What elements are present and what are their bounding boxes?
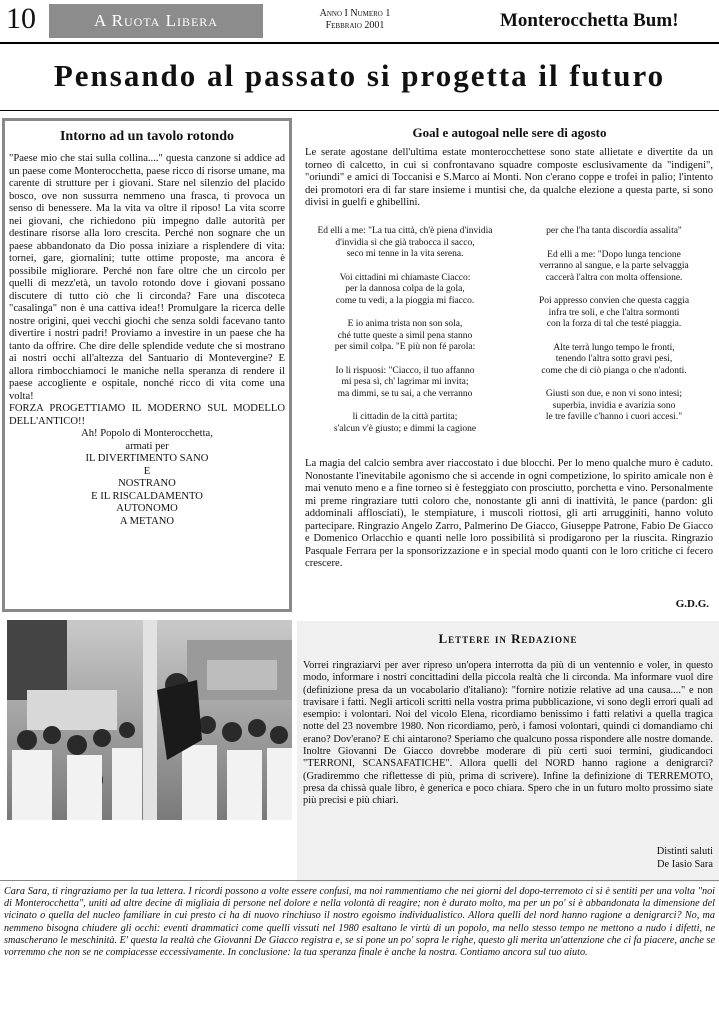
- poem-line: Ed elli a me: "La tua città, ch'è piena d'invidia: [317, 226, 493, 236]
- poem-line: come che di ciò pianga o che n'adonti.: [541, 365, 687, 376]
- closing-line: E: [143, 465, 151, 477]
- letters-title: Lettere in Redazione: [438, 631, 578, 646]
- reply-rule: [0, 880, 719, 881]
- left-article-closing: [9, 428, 285, 528]
- poem-stanza: [510, 296, 718, 331]
- left-article-title: Intorno ad un tavolo rotondo: [59, 129, 234, 144]
- goal-article-title: Goal e autogoal nelle sere di agosto: [412, 125, 607, 140]
- poem-line: seco mi tenne in la vita serena.: [346, 249, 464, 259]
- letter-signature: De Iasio Sara: [657, 859, 713, 870]
- goal-article-intro: Le serate agostane dell'ultima estate monterocchettese sono state allietate e divertite da un torneo di calcetto, in cui si confrontavano squadre composte esclusivamente da "indigeni", "oriundi" e amici di Toccanisi e S.Marco ai Monti. Non c'erano coppe e trofei in palio; l'intento dei promotori era di far stare insieme i muntisi che, da qualche elezione a questa parte, si sono divisi in guelfi e ghibellini.: [305, 147, 713, 208]
- poem-line: ché tutte queste a simil pena stanno: [337, 330, 473, 341]
- poem-line: Io li rispuosi: "Ciacco, il tuo affanno: [335, 365, 475, 376]
- closing-line: A METANO: [119, 515, 175, 527]
- closing-line: IL DIVERTIMENTO SANO: [85, 453, 209, 464]
- poem-line: Giusti son due, e non vi sono intesi;: [545, 389, 683, 399]
- poem-line: come tu vedi, a la pioggia mi fiacco.: [335, 295, 475, 306]
- poem-stanza: [305, 273, 505, 308]
- issue-date: Febbraio 2001: [325, 20, 385, 31]
- poem-line: Ed elli a me: "Dopo lunga tencione: [547, 249, 681, 260]
- poem-line: con la forza di tal che testé piaggia.: [546, 319, 682, 329]
- poem-stanza: [510, 389, 718, 424]
- poem-line: Alte terrà lungo tempo le fronti,: [553, 342, 675, 353]
- poem-stanza: [305, 412, 505, 435]
- poem-line: E io anima trista non son sola,: [347, 319, 463, 329]
- goal-article-body: La magia del calcio sembra aver riaccostato i due blocchi. Per lo meno qualche muro è caduto. Nonostante l'inevitabile agonismo che si accende in ogni competizione, lo spirito amicale non è mai venuto meno e a fine torneo si è festeggiato con prosciutto, porchetta e vino. Personalmente mi preme ringraziare tutti coloro che, nonostante gli anni di inattività, le pance (pardon: gli addominali afflosciati), le stempiature, i muscoli riottosi, gli arti arrugginiti, hanno voluto partecipare. Ringrazio Angelo Zarro, Palmerino De Giacco, Giuseppe Patrone, Fabio De Giacco e Domenico Orlacchio e quanti nelle loro possibilità si prodigarono per la riuscita. Ringrazio Pasquale Ferrara per la sponsorizzazione e in special modo quanti con le loro critiche ci fecero crescere.: [305, 458, 713, 569]
- poem-stanza: [305, 319, 505, 354]
- newspaper-name: Monterocchetta Bum!: [500, 10, 679, 31]
- goal-article-signature: G.D.G.: [675, 598, 709, 610]
- closing-line: AUTONOMO: [116, 503, 178, 514]
- poem-line: ma dimmi, se tu sai, a che verranno: [337, 388, 473, 399]
- poem-line: caccerà l'altra con molta offensione.: [545, 272, 683, 283]
- section-label: A Ruota Libera: [49, 4, 263, 38]
- left-article-caps: FORZA PROGETTIAMO IL MODERNO SUL MODELLO DELL'ANTICO!!: [9, 403, 285, 427]
- header-rule: [0, 42, 719, 44]
- poem-line: verranno al sangue, e la parte selvaggia: [539, 261, 689, 271]
- letter-closing: Distinti saluti: [656, 846, 713, 857]
- photo-image: [7, 620, 292, 820]
- poem-line: infra tre soli, e che l'altra sormonti: [548, 307, 680, 318]
- poem-line: per simil colpa. "E più non fé parola:: [334, 342, 476, 352]
- issue-info: [300, 8, 410, 32]
- poem-line: per la dannosa colpa de la gola,: [345, 284, 465, 294]
- issue-number: Anno I Numero 1: [319, 8, 391, 19]
- poem-line: superbia, invidia e avarizia sono: [552, 400, 676, 411]
- poem-stanza: [305, 366, 505, 401]
- closing-line: Ah! Popolo di Monterocchetta,: [81, 428, 213, 439]
- poem-stanza: [510, 343, 718, 378]
- poem-line: tenendo l'altra sotto gravi pesi,: [555, 354, 673, 364]
- poem-line: mi pesa sì, ch' lagrimar mi invita;: [341, 377, 469, 387]
- page-number: 10: [6, 2, 36, 35]
- left-article-text: "Paese mio che stai sulla collina...." questa canzone si addice ad un paese come Monterocchetta, paese ricco di risorse umane, ma carente di strutture per i giovani. Stare nel silenzio del placido bosco, ove non sussurra nemmeno una frasca, ti provoca un senso di benessere. Ma la vita va oltre il riposo! La vita scorre nei giovani, che richiedono più impegno dalle autorità per destinare risorse alla loro crescita. Perché non sognare che un paese abbandonato da Dio possa iniziare a risplendere di vita: tornei, gare, giornalini; tutte ottime proposte, ma ancora è possibile migliorare. Perché non fare oltre che un circolo per quelli di mezz'età, un tavolo rotondo dove i giovani possano discutere di tutto ciò che li circonda? Fare una discoteca "casalinga" non è una cattiva idea!! Promulgare la ricerca delle nostre origini, quei vecchi giochi che senza soldi facevano tanto divertire i nostri padri! Proviamo a investire in un paese che ha tanto da offrire. Che dire delle splendide vedute che si mostrano ai nostri occhi all'altezza del Santuario di Montevergine? E allora rimbocchiamoci le maniche nella speranza di rendere il paese accogliente e ospitale, nonché ricco di vita come una volta!: [9, 153, 285, 402]
- closing-line: E IL RISCALDAMENTO: [91, 490, 203, 502]
- poem-line: Voi cittadini mi chiamaste Ciacco:: [339, 272, 471, 283]
- left-article: [2, 118, 292, 612]
- closing-line: armati per: [125, 440, 169, 452]
- page-headline: Pensando al passato si progetta il futuro: [53, 58, 666, 93]
- poem-line: d'invidia sì che già trabocca il sacco,: [335, 237, 475, 248]
- poem-line: le tre faville c'hanno i cuori accesi.": [545, 412, 683, 422]
- poem-stanza: [305, 226, 505, 261]
- closing-line: NOSTRANO: [118, 478, 176, 489]
- crowd-photo: [7, 620, 292, 820]
- poem-right-column: [510, 226, 718, 436]
- poem-line: Poi appresso convien che questa caggia: [538, 296, 690, 306]
- poem-line: li cittadin de la città partita;: [352, 412, 458, 422]
- poem-line: s'alcun v'è giusto; e dimmi la cagione: [333, 423, 477, 434]
- left-article-body: [9, 153, 285, 428]
- letters-body: Vorrei ringraziarvi per aver ripreso un'opera interrotta da più di un ventennio e voler, in questo modo, informare i nostri concittadini della piccola realtà che li circonda. Ma informare vuol dire (definizione presa da un vocabolario d'italiano): "fornire notizie relative ad una causa...." e non travisare i fatti. Negli articoli scritti nella vostra prima pubblicazione, vi sono degli errori quali ad esempio: i volontari. Noi del vicolo Elena, ricordiamo benissimo i fatti relativi a quella tragica notte del 23 novembre 1980. Non ricordiamo, però, i famosi volontari, quindi ci domandiamo chi erano? Dov'erano? E chi aintarono? Speriamo che qualcuno possa rispondere alle nostre domande. Inoltre Giovanni De Giacco dovrebbe moderare di più certi suoi termini, giudicandoci "TERRONI, SCANSAFATICHE". Allora quelli del NORD hanno ragione a denigrarci? (Gradiremmo che riflettesse di più, prima di scrivere). Infine la definizione di TERREMOTO, presa da chissà quale libro, è generica e poco chiara. Spero che in un futuro molto prossimo siate più precisi e più chiari.: [303, 660, 713, 807]
- poem-stanza: [510, 226, 718, 238]
- headline-rule: [0, 110, 719, 111]
- poem-line: per che l'ha tanta discordia assalita": [546, 226, 682, 236]
- editorial-reply: Cara Sara, ti ringraziamo per la tua lettera. I ricordi possono a volte essere confusi, ma noi rammentiamo che nei giorni del dopo-terremoto ci si è sentiti per una volta "noi di Monterocchetta", uniti ad altre decine di migliaia di persone nel dolore e nella volontà di reagire; non è durato molto, ma per un po' si è abbandonata la dimensione del vicinato o quella del nucleo familiare in cui presto ci ha di nuovo rinchiuso il nostro egoismo individualistico. Allora quelli del nord hanno ragione a denigrarci? No, ma nemmeno bisogna chiudere gli occhi: eventi drammatici come quelli vissuti nel 1980 esaltano le virtù di un popolo, ma nello stesso tempo ne mettono a nudo i difetti, ne smascherano le meschinità. E' questa la realtà che Giovanni De Giacco registra e, se si pone un po' sopra le righe, questo gli merita un'attenzione che ci fa piacere, anche se vorremmo che non se ne compiacesse eccessivamente. In conclusione: la tua speranza finale è anche la nostra. Contiamo ancora sul tuo aiuto.: [4, 886, 715, 959]
- poem-stanza: [510, 250, 718, 285]
- masthead: [0, 0, 719, 44]
- poem-left-column: [305, 226, 505, 447]
